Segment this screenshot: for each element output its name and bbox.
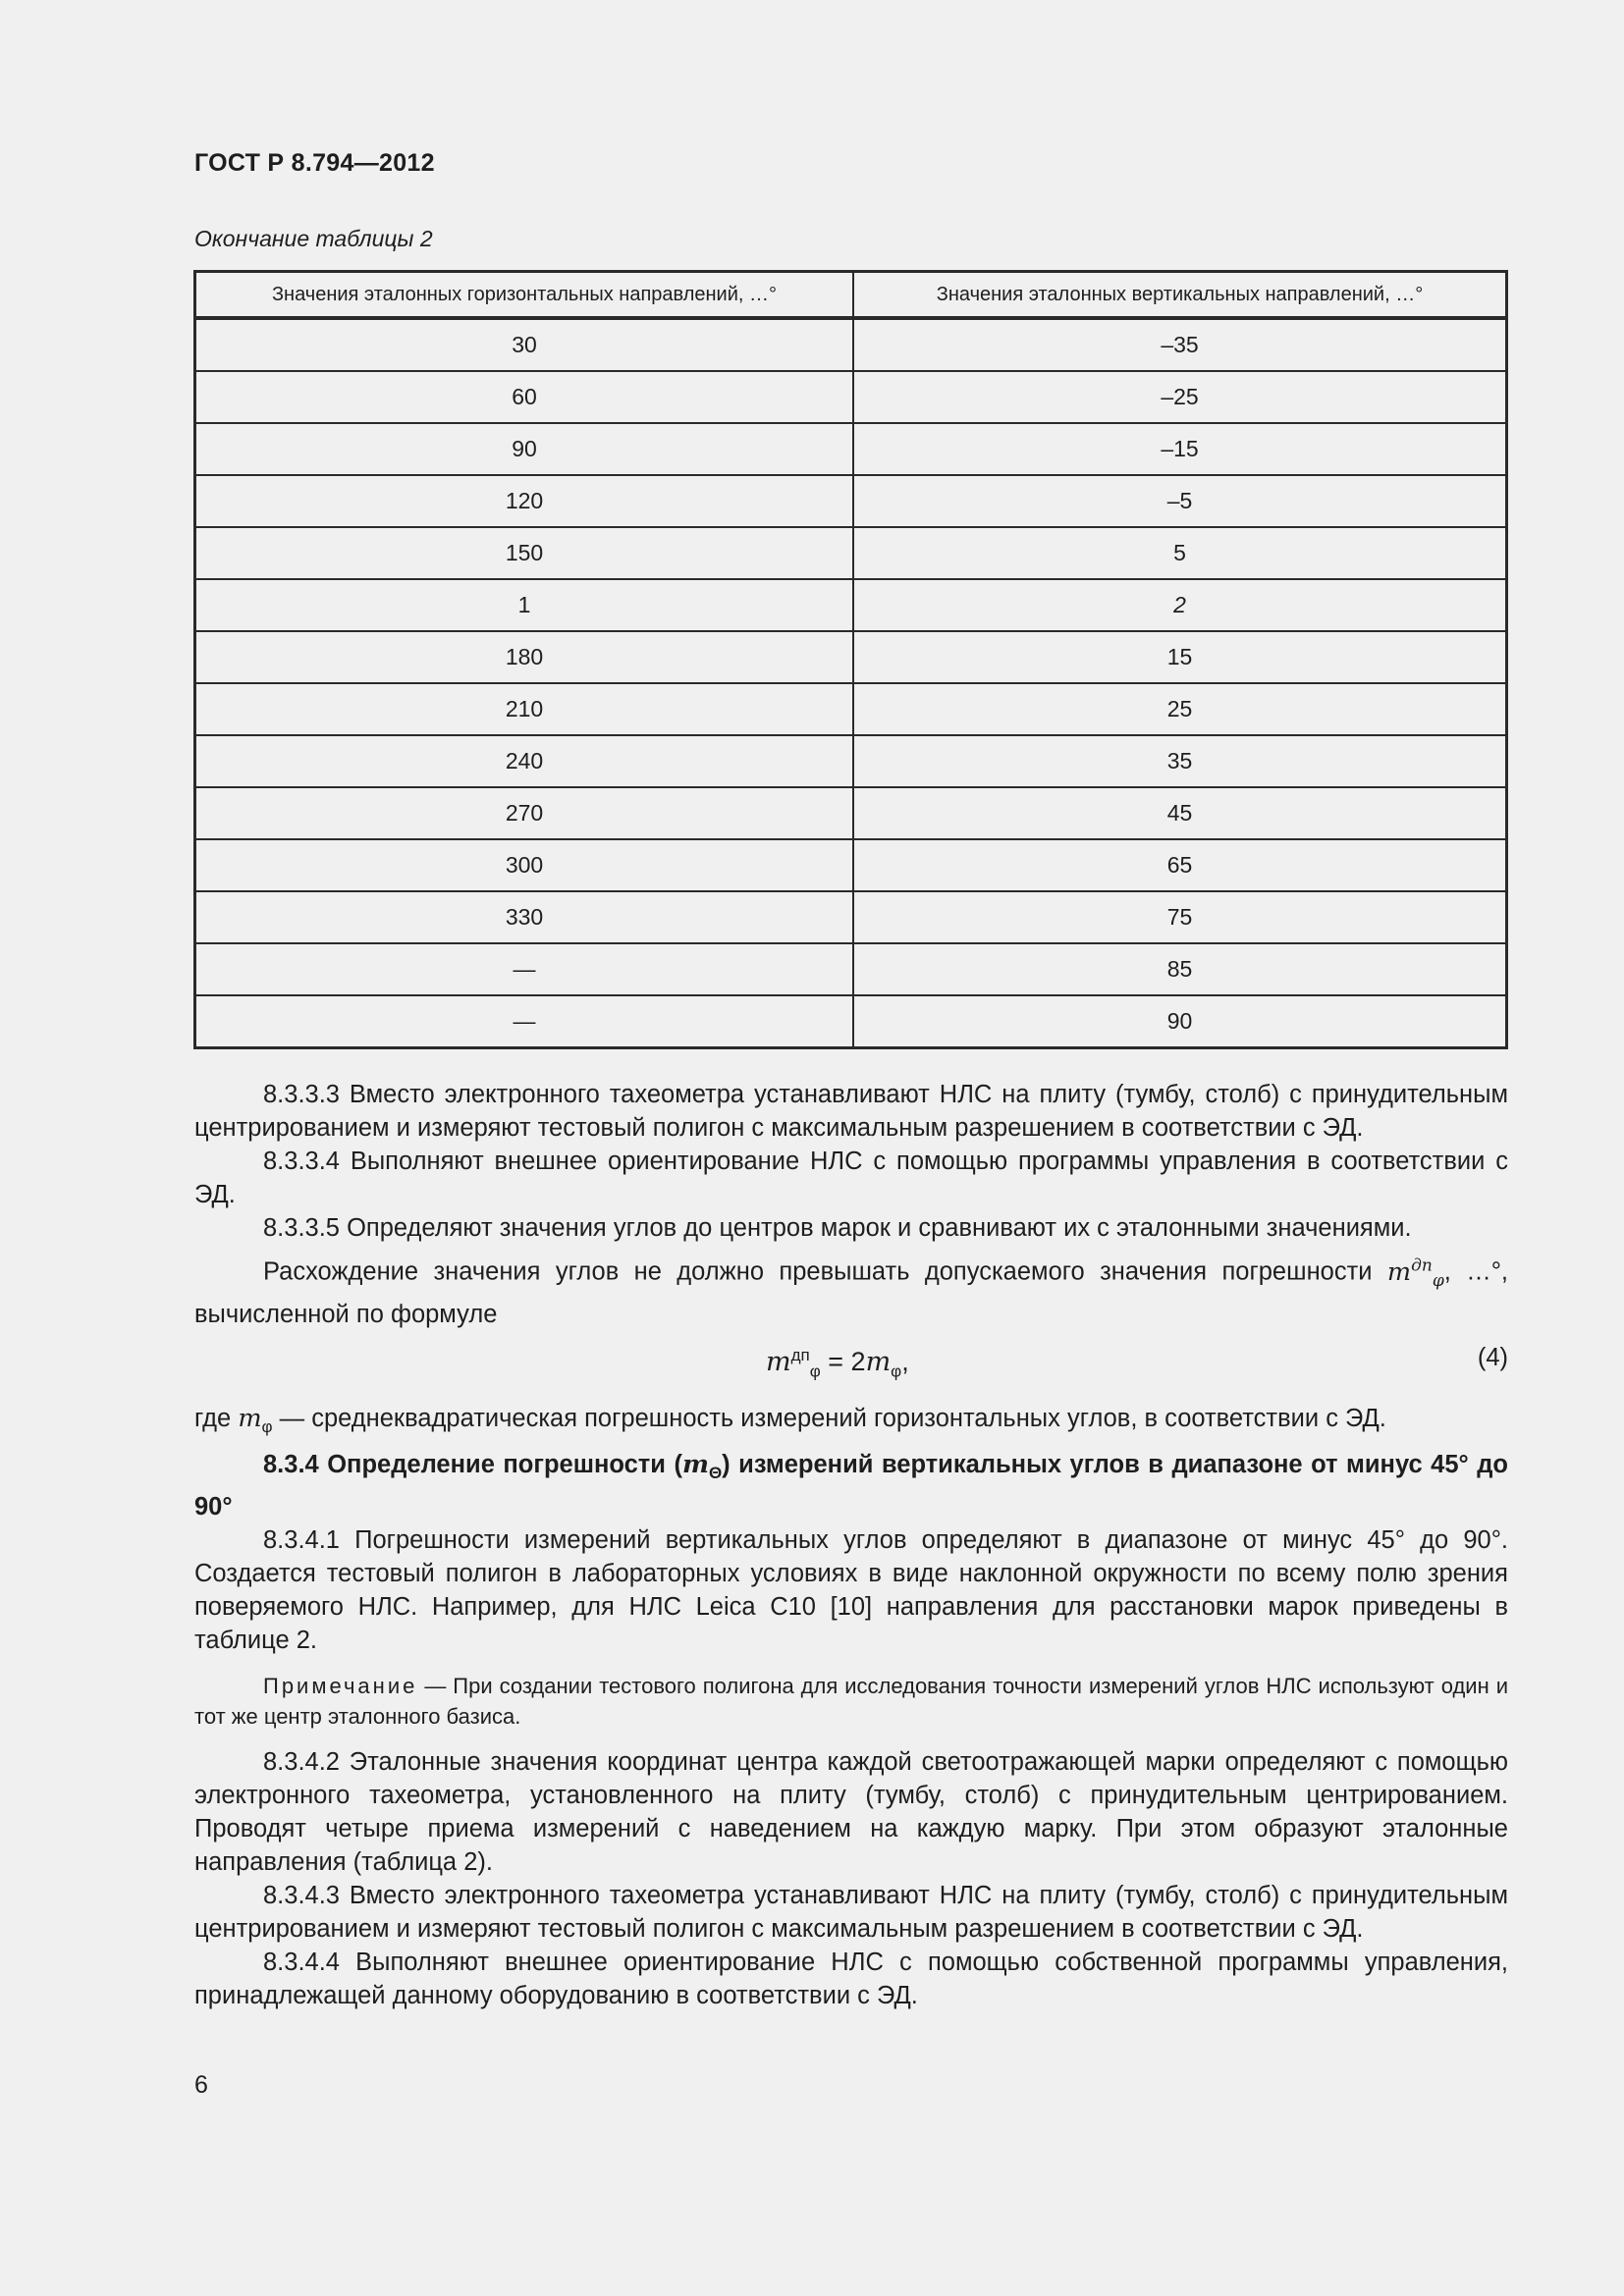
cell-vertical: –15 <box>853 423 1507 475</box>
formula-expression: $m^{дп}_\varphi = 2m_\varphi$, <box>766 1345 909 1380</box>
symbol-sub: φ <box>1432 1270 1444 1291</box>
paragraph-where: где $m_\varphi$ — среднеквадратическая погрешность измерений горизонтальных углов, в соответствии с ЭД. <box>194 1403 1386 1436</box>
note-text: — При создании тестового полигона для исследования точности измерений углов НЛС используют один и тот же центр эталонного базиса. <box>194 1673 1508 1729</box>
table-row <box>195 735 1507 787</box>
header-vertical: Значения эталонных вертикальных направлений, …° <box>853 272 1507 319</box>
table-row <box>195 787 1507 839</box>
table-body <box>195 318 1507 1048</box>
cell-vertical: 65 <box>853 839 1507 891</box>
symbol-m: m <box>1386 1256 1412 1287</box>
cell-horizontal: 240 <box>195 735 854 787</box>
table-row <box>195 839 1507 891</box>
cell-vertical: 75 <box>853 891 1507 943</box>
cell-vertical: 2 <box>853 579 1507 631</box>
table-row <box>195 995 1507 1048</box>
table-row <box>195 631 1507 683</box>
formula-4 <box>194 1331 1508 1390</box>
cell-horizontal: 60 <box>195 371 854 423</box>
divergence-text-end: , …°, вычисленной по формуле <box>194 1257 1509 1328</box>
cell-horizontal: 90 <box>195 423 854 475</box>
cell-vertical: 5 <box>853 527 1507 579</box>
table-row <box>195 423 1507 475</box>
symbol-sup: дп <box>1411 1255 1433 1275</box>
directions-table <box>193 270 1508 1049</box>
note-label: Примечание <box>263 1673 418 1698</box>
cell-horizontal: 120 <box>195 475 854 527</box>
cell-vertical: –35 <box>853 318 1507 371</box>
cell-vertical: 45 <box>853 787 1507 839</box>
cell-horizontal: 180 <box>195 631 854 683</box>
cell-vertical: 85 <box>853 943 1507 995</box>
cell-horizontal: 30 <box>195 318 854 371</box>
table-caption: Окончание таблицы 2 <box>194 226 433 251</box>
cell-horizontal: 210 <box>195 683 854 735</box>
paragraph-8-3-4-1: 8.3.4.1 Погрешности измерений вертикальных углов определяют в диапазоне от минус 45° до 90°. Создается тестовый полигон в лабораторных условиях в виде наклонной окружности по всему полю зрения поверяемого НЛС. Например, для НЛС Leica C10 [10] направления для расстановки марок приведены в таблице 2. <box>194 1525 1508 1654</box>
cell-vertical: 15 <box>853 631 1507 683</box>
paragraph-8-3-3-3: 8.3.3.3 Вместо электронного тахеометра устанавливают НЛС на плиту (тумбу, столб) с принудительным центрированием и измеряют тестовый полигон с максимальным разрешением в соответствии с ЭД. <box>194 1081 1508 1142</box>
table-row <box>195 371 1507 423</box>
paragraph-8-3-4-4: 8.3.4.4 Выполняют внешнее ориентирование НЛС с помощью собственной программы управления, принадлежащей данному оборудованию в соответствии с ЭД. <box>194 1948 1508 2009</box>
cell-vertical: –25 <box>853 371 1507 423</box>
table-row <box>195 527 1507 579</box>
cell-horizontal: — <box>195 995 854 1048</box>
table-row <box>195 318 1507 371</box>
cell-vertical: –5 <box>853 475 1507 527</box>
table-row <box>195 475 1507 527</box>
heading-8-3-4: 8.3.4 Определение погрешности $(m_\Theta)$ измерений вертикальных углов в диапазоне от минус 45° до 90° <box>194 1449 1508 1521</box>
header-horizontal: Значения эталонных горизонтальных направлений, …° <box>195 272 854 319</box>
table-row <box>195 683 1507 735</box>
cell-vertical: 90 <box>853 995 1507 1048</box>
paragraph-divergence <box>194 1249 1508 1331</box>
table-row <box>195 579 1507 631</box>
formula-number: (4) <box>1477 1343 1508 1371</box>
divergence-text: Расхождение значения углов не должно превышать допускаемого значения погрешности <box>263 1257 1373 1286</box>
table-header-row <box>195 272 1507 319</box>
symbol-m-dp <box>1386 1255 1444 1291</box>
cell-horizontal: 150 <box>195 527 854 579</box>
paragraph-8-3-3-4: 8.3.3.4 Выполняют внешнее ориентирование НЛС с помощью программы управления в соответствии с ЭД. <box>194 1148 1508 1208</box>
note <box>194 1671 1508 1732</box>
paragraph-8-3-4-3: 8.3.4.3 Вместо электронного тахеометра устанавливают НЛС на плиту (тумбу, столб) с принудительным центрированием и измеряют тестовый полигон с максимальным разрешением в соответствии с ЭД. <box>194 1881 1508 1943</box>
cell-horizontal: — <box>195 943 854 995</box>
main-text <box>194 1078 1508 2012</box>
paragraph-8-3-4-2: 8.3.4.2 Эталонные значения координат центра каждой светоотражающей марки определяют с помощью электронного тахеометра, установленного на плиту (тумбу, столб) с принудительным центрированием. Проводят четыре приема измерений с наведением на каждую марку. При этом образуют эталонные направления (таблица 2). <box>194 1747 1508 1876</box>
table-row <box>195 943 1507 995</box>
cell-horizontal: 270 <box>195 787 854 839</box>
table-row <box>195 891 1507 943</box>
page-number: 6 <box>194 2071 208 2099</box>
cell-horizontal: 1 <box>195 579 854 631</box>
document-header: ГОСТ Р 8.794—2012 <box>194 149 435 177</box>
paragraph-8-3-3-5: 8.3.3.5 Определяют значения углов до центров марок и сравнивают их с эталонными значениями. <box>263 1214 1412 1242</box>
cell-horizontal: 300 <box>195 839 854 891</box>
cell-vertical: 25 <box>853 683 1507 735</box>
cell-horizontal: 330 <box>195 891 854 943</box>
cell-vertical: 35 <box>853 735 1507 787</box>
